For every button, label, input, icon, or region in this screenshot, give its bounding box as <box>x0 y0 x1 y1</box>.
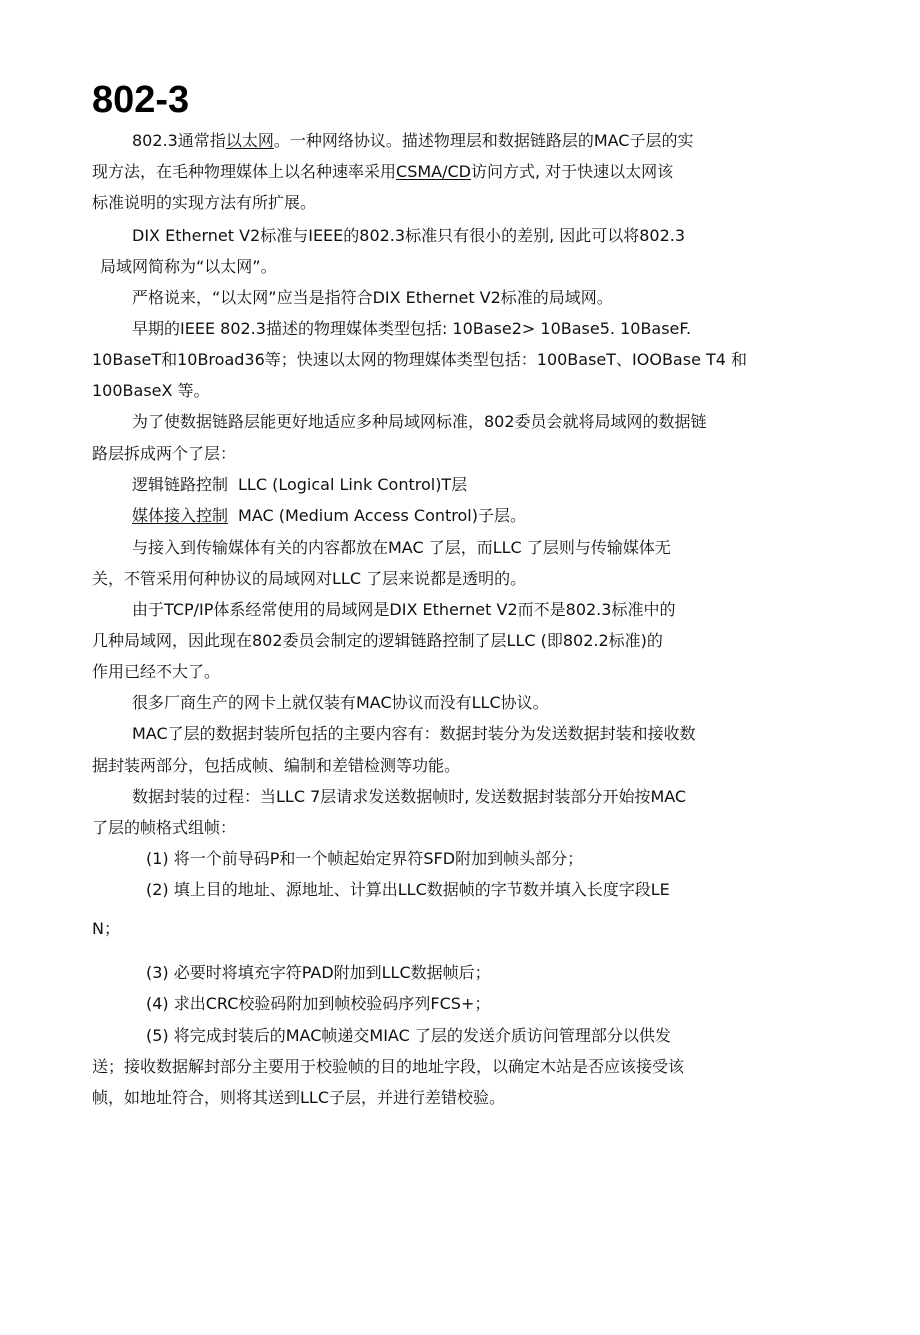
step-2: (2) 填上目的地址、源地址、计算出LLC数据帧的字节数并填入长度字段LE <box>146 880 670 899</box>
paragraph-line: 10BaseT和10Broad36等；快速以太网的物理媒体类型包括：100BaseT、IOOBase T4 和 <box>92 350 748 369</box>
paragraph-line: MAC了层的数据封装所包括的主要内容有：数据封装分为发送数据封装和接收数 <box>132 724 696 743</box>
mac-line <box>132 505 526 527</box>
paragraph-line: 关，不管采用何种协议的局域网对LLC 了层来说都是透明的。 <box>92 569 527 588</box>
paragraph-line: 几种局域网，因此现在802委员会制定的逻辑链路控制了层LLC (即802.2标准)的 <box>92 631 663 650</box>
mac-desc: MAC (Medium Access Control)子层。 <box>238 506 526 525</box>
llc-line <box>132 474 467 496</box>
llc-desc: LLC (Logical Link Control)T层 <box>238 475 468 494</box>
llc-term: 逻辑链路控制 <box>132 475 229 494</box>
paragraph-line: DIX Ethernet V2标准与IEEE的802.3标准只有很小的差别, 因此可以将802.3 <box>132 226 686 245</box>
step-2-continued: N； <box>92 919 120 938</box>
step-5-continued: 送；接收数据解封部分主要用于校验帧的目的地址字段，以确定木站是否应该接受该 <box>92 1057 685 1076</box>
paragraph-line: 100BaseX 等。 <box>92 381 210 400</box>
paragraph-line: 由于TCP/IP体系经常使用的局域网是DIX Ethernet V2而不是802.3标准中的 <box>132 600 676 619</box>
paragraph-line: 标准说明的实现方法有所扩展。 <box>92 193 317 212</box>
text: 802.3通常指 <box>132 131 226 150</box>
paragraph-line: 路层拆成两个了层： <box>92 444 237 463</box>
step-5: (5) 将完成封装后的MAC帧递交MIAC 了层的发送介质访问管理部分以供发 <box>146 1026 671 1045</box>
text: 访问方式, 对于快速以太网该 <box>470 162 674 181</box>
paragraph-line <box>132 130 693 152</box>
mac-term-link[interactable]: 媒体接入控制 <box>132 506 229 525</box>
paragraph-line <box>92 161 673 183</box>
page-title: 802-3 <box>92 79 190 121</box>
step-5-continued: 帧，如地址符合，则将其送到LLC子层，并进行差错校验。 <box>92 1088 506 1107</box>
text: 现方法，在毛种物理媒体上以名种速率采用 <box>92 162 397 181</box>
step-1: (1) 将一个前导码P和一个帧起始定界符SFD附加到帧头部分； <box>146 849 584 868</box>
paragraph-line: 严格说来，“以太网”应当是指符合DIX Ethernet V2标准的局域网。 <box>132 288 613 307</box>
paragraph-line: 了层的帧格式组帧： <box>92 818 237 837</box>
ethernet-link[interactable]: 以太网 <box>225 131 274 150</box>
paragraph-line: 数据封装的过程：当LLC 7层请求发送数据帧时, 发送数据封装部分开始按MAC <box>132 787 687 806</box>
paragraph-line: 很多厂商生产的网卡上就仅装有MAC协议而没有LLC协议。 <box>132 693 549 712</box>
step-4: (4) 求出CRC校验码附加到帧校验码序列FCS+； <box>146 994 491 1013</box>
text: 。一种网络协议。描述物理层和数据链路层的MAC子层的实 <box>273 131 694 150</box>
paragraph-line: 据封装两部分，包括成帧、编制和差错检测等功能。 <box>92 756 461 775</box>
paragraph-line: 作用已经不大了。 <box>92 662 221 681</box>
paragraph-line: 为了使数据链路层能更好地适应多种局域网标准，802委员会就将局域网的数据链 <box>132 412 707 431</box>
paragraph-line: 与接入到传输媒体有关的内容都放在MAC 了层，而LLC 了层则与传输媒体无 <box>132 538 671 557</box>
paragraph-line: 局域网简称为“以太网”。 <box>100 257 277 276</box>
paragraph-line: 早期的IEEE 802.3描述的物理媒体类型包括: 10Base2> 10Base5. 10BaseF. <box>132 319 692 338</box>
csma-cd-link[interactable]: CSMA/CD <box>396 162 471 181</box>
step-3: (3) 必要时将填充字符PAD附加到LLC数据帧后； <box>146 963 491 982</box>
